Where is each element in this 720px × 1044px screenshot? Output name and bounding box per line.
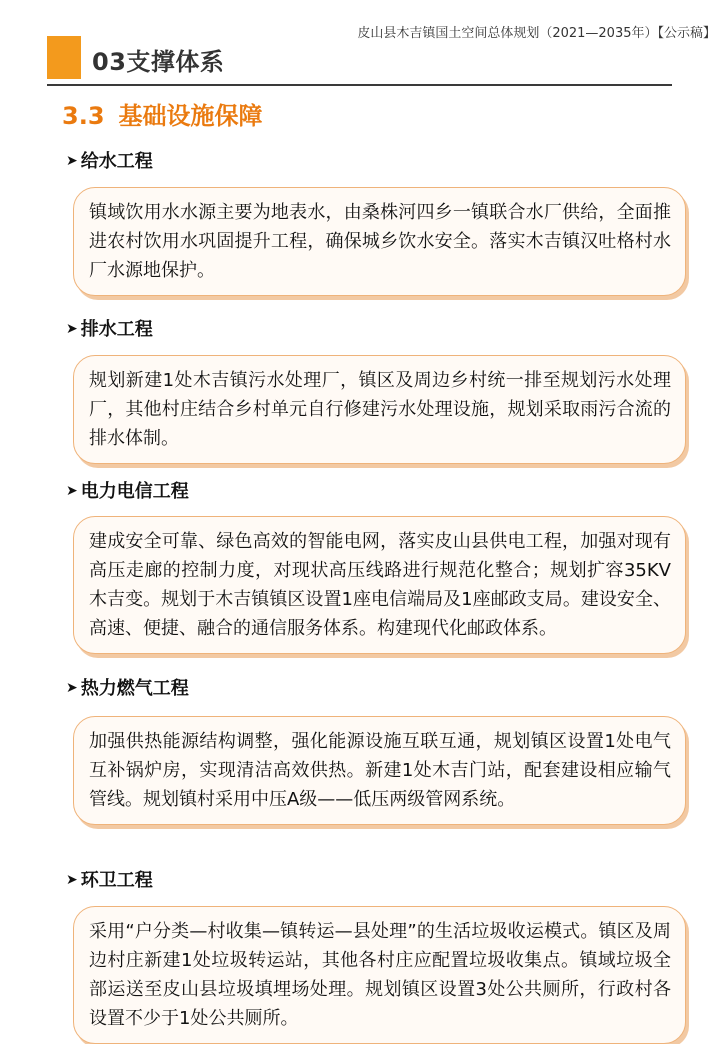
sub-heading-water-supply [66,147,153,173]
section-number: 3.3 [62,102,105,130]
sub-heading-drainage [66,315,153,341]
sub-heading-label: 排水工程 [80,319,153,340]
chapter-divider [47,84,672,86]
running-header: 皮山县木吉镇国土空间总体规划（2021—2035年）【公示稿】 [357,26,716,41]
content-box-water-supply: 镇域饮用水水源主要为地表水，由桑株河四乡一镇联合水厂供给，全面推进农村饮用水巩固提升工程，确保城乡饮水安全。落实木吉镇汉吐格村水厂水源地保护。 [73,187,686,296]
sub-heading-label: 给水工程 [80,151,153,172]
content-box-drainage: 规划新建1处木吉镇污水处理厂，镇区及周边乡村统一排至规划污水处理厂，其他村庄结合乡村单元自行修建污水处理设施，规划采取雨污合流的排水体制。 [73,355,686,464]
chapter-marker [47,36,81,79]
content-box-power-telecom: 建成安全可靠、绿色高效的智能电网，落实皮山县供电工程，加强对现有高压走廊的控制力度，对现状高压线路进行规范化整合；规划扩容35KV木吉变。规划于木吉镇镇区设置1座电信端局及1座邮政支局。建设安全、高速、便捷、融合的通信服务体系。构建现代化邮政体系。 [73,516,686,654]
arrow-bullet-icon: ➤ [66,872,78,888]
sub-heading-sanitation [66,866,153,892]
content-box-heat-gas: 加强供热能源结构调整，强化能源设施互联互通，规划镇区设置1处电气互补锅炉房，实现清洁高效供热。新建1处木吉门站，配套建设相应输气管线。规划镇村采用中压A级——低压两级管网系统。 [73,716,686,825]
arrow-bullet-icon: ➤ [66,483,78,499]
chapter-title: 03支撑体系 [92,48,225,76]
arrow-bullet-icon: ➤ [66,680,78,696]
sub-heading-label: 电力电信工程 [80,481,189,502]
arrow-bullet-icon: ➤ [66,321,78,337]
sub-heading-heat-gas [66,674,189,700]
sub-heading-power-telecom [66,477,189,503]
sub-heading-label: 热力燃气工程 [80,678,189,699]
section-heading [62,96,263,131]
sub-heading-label: 环卫工程 [80,870,153,891]
arrow-bullet-icon: ➤ [66,153,78,169]
content-box-sanitation: 采用“户分类—村收集—镇转运—县处理”的生活垃圾收运模式。镇区及周边村庄新建1处垃圾转运站，其他各村庄应配置垃圾收集点。镇域垃圾全部运送至皮山县垃圾填埋场处理。规划镇区设置3处公共厕所，行政村各设置不少于1处公共厕所。 [73,906,686,1044]
section-title: 基础设施保障 [118,102,263,130]
